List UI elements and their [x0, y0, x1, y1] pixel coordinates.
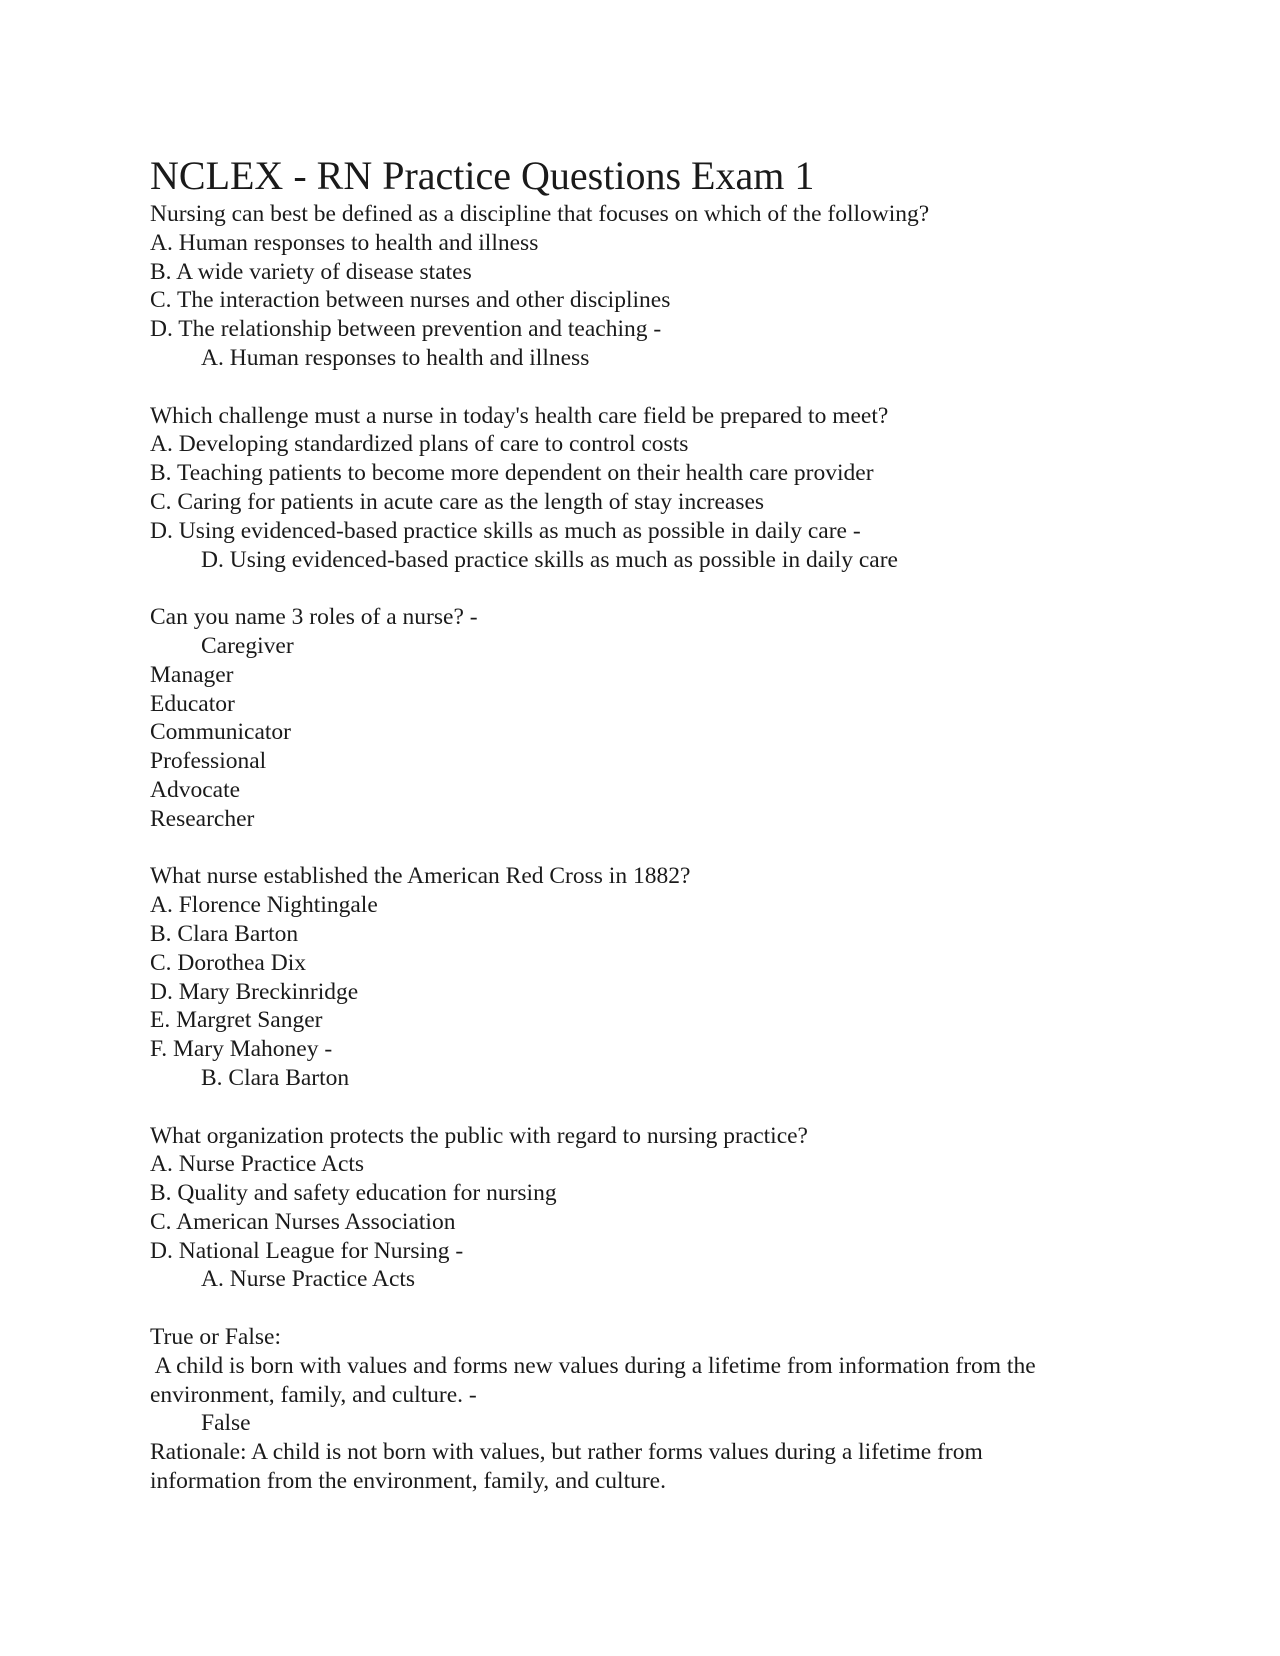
- question-text: What nurse established the American Red Cross in 1882?: [150, 863, 691, 890]
- question-block-4: [150, 862, 1150, 1092]
- option-f: F. Mary Mahoney -: [150, 1036, 333, 1063]
- option-e: E. Margret Sanger: [150, 1007, 323, 1034]
- spacer: [150, 1294, 1150, 1323]
- question-prompt: True or False:: [150, 1324, 281, 1351]
- statement-line-2: environment, family, and culture. -: [150, 1381, 477, 1408]
- option-d: D. National League for Nursing -: [150, 1237, 464, 1264]
- question-block-1: [150, 200, 1150, 373]
- statement-line-1: A child is born with values and forms new values during a lifetime from information from the: [150, 1352, 1036, 1379]
- option-c: C. Dorothea Dix: [150, 949, 306, 976]
- question-text: What organization protects the public with regard to nursing practice?: [150, 1122, 808, 1149]
- document-page: [150, 152, 1150, 1496]
- option-b: B. Quality and safety education for nursing: [150, 1180, 557, 1207]
- spacer: [150, 373, 1150, 402]
- option-a: A. Human responses to health and illness: [150, 229, 539, 256]
- answer-list-item: Communicator: [150, 719, 291, 746]
- option-b: B. A wide variety of disease states: [150, 258, 472, 285]
- spacer: [150, 1093, 1150, 1122]
- option-a: A. Nurse Practice Acts: [150, 1151, 365, 1178]
- option-c: C. Caring for patients in acute care as the length of stay increases: [150, 488, 765, 515]
- answer-text: Caregiver: [201, 632, 294, 659]
- question-block-3: [150, 603, 1150, 833]
- spacer: [150, 574, 1150, 603]
- option-b: B. Teaching patients to become more dependent on their health care provider: [150, 460, 874, 487]
- option-a: A. Florence Nightingale: [150, 892, 378, 919]
- spacer: [150, 834, 1150, 863]
- option-d: D. The relationship between prevention and teaching -: [150, 316, 662, 343]
- answer-text: A. Nurse Practice Acts: [201, 1266, 416, 1293]
- option-d: D. Using evidenced-based practice skills as much as possible in daily care -: [150, 517, 861, 544]
- question-text: Which challenge must a nurse in today's health care field be prepared to meet?: [150, 402, 889, 429]
- answer-list-item: Professional: [150, 748, 267, 775]
- answer-list-item: Advocate: [150, 776, 241, 803]
- question-text: Nursing can best be defined as a discipline that focuses on which of the following?: [150, 201, 930, 227]
- rationale-line-2: information from the environment, family, and culture.: [150, 1468, 666, 1495]
- answer-list-item: Researcher: [150, 805, 255, 832]
- rationale-line-1: Rationale: A child is not born with values, but rather forms values during a lifetime from: [150, 1439, 983, 1466]
- option-c: C. The interaction between nurses and other disciplines: [150, 287, 671, 314]
- answer-text: D. Using evidenced-based practice skills as much as possible in daily care: [201, 546, 898, 573]
- option-d: D. Mary Breckinridge: [150, 978, 359, 1005]
- option-b: B. Clara Barton: [150, 920, 299, 947]
- question-block-5: [150, 1122, 1150, 1295]
- page-title: NCLEX - RN Practice Questions Exam 1: [150, 153, 815, 198]
- question-text: Can you name 3 roles of a nurse? -: [150, 604, 478, 631]
- answer-text: A. Human responses to health and illness: [201, 344, 590, 371]
- question-block-6: [150, 1323, 1150, 1496]
- answer-list-item: Manager: [150, 661, 234, 688]
- answer-list-item: Educator: [150, 690, 235, 717]
- option-c: C. American Nurses Association: [150, 1208, 456, 1235]
- answer-text: B. Clara Barton: [201, 1064, 350, 1091]
- question-block-2: [150, 402, 1150, 575]
- option-a: A. Developing standardized plans of care to control costs: [150, 431, 689, 458]
- answer-text: False: [201, 1410, 251, 1437]
